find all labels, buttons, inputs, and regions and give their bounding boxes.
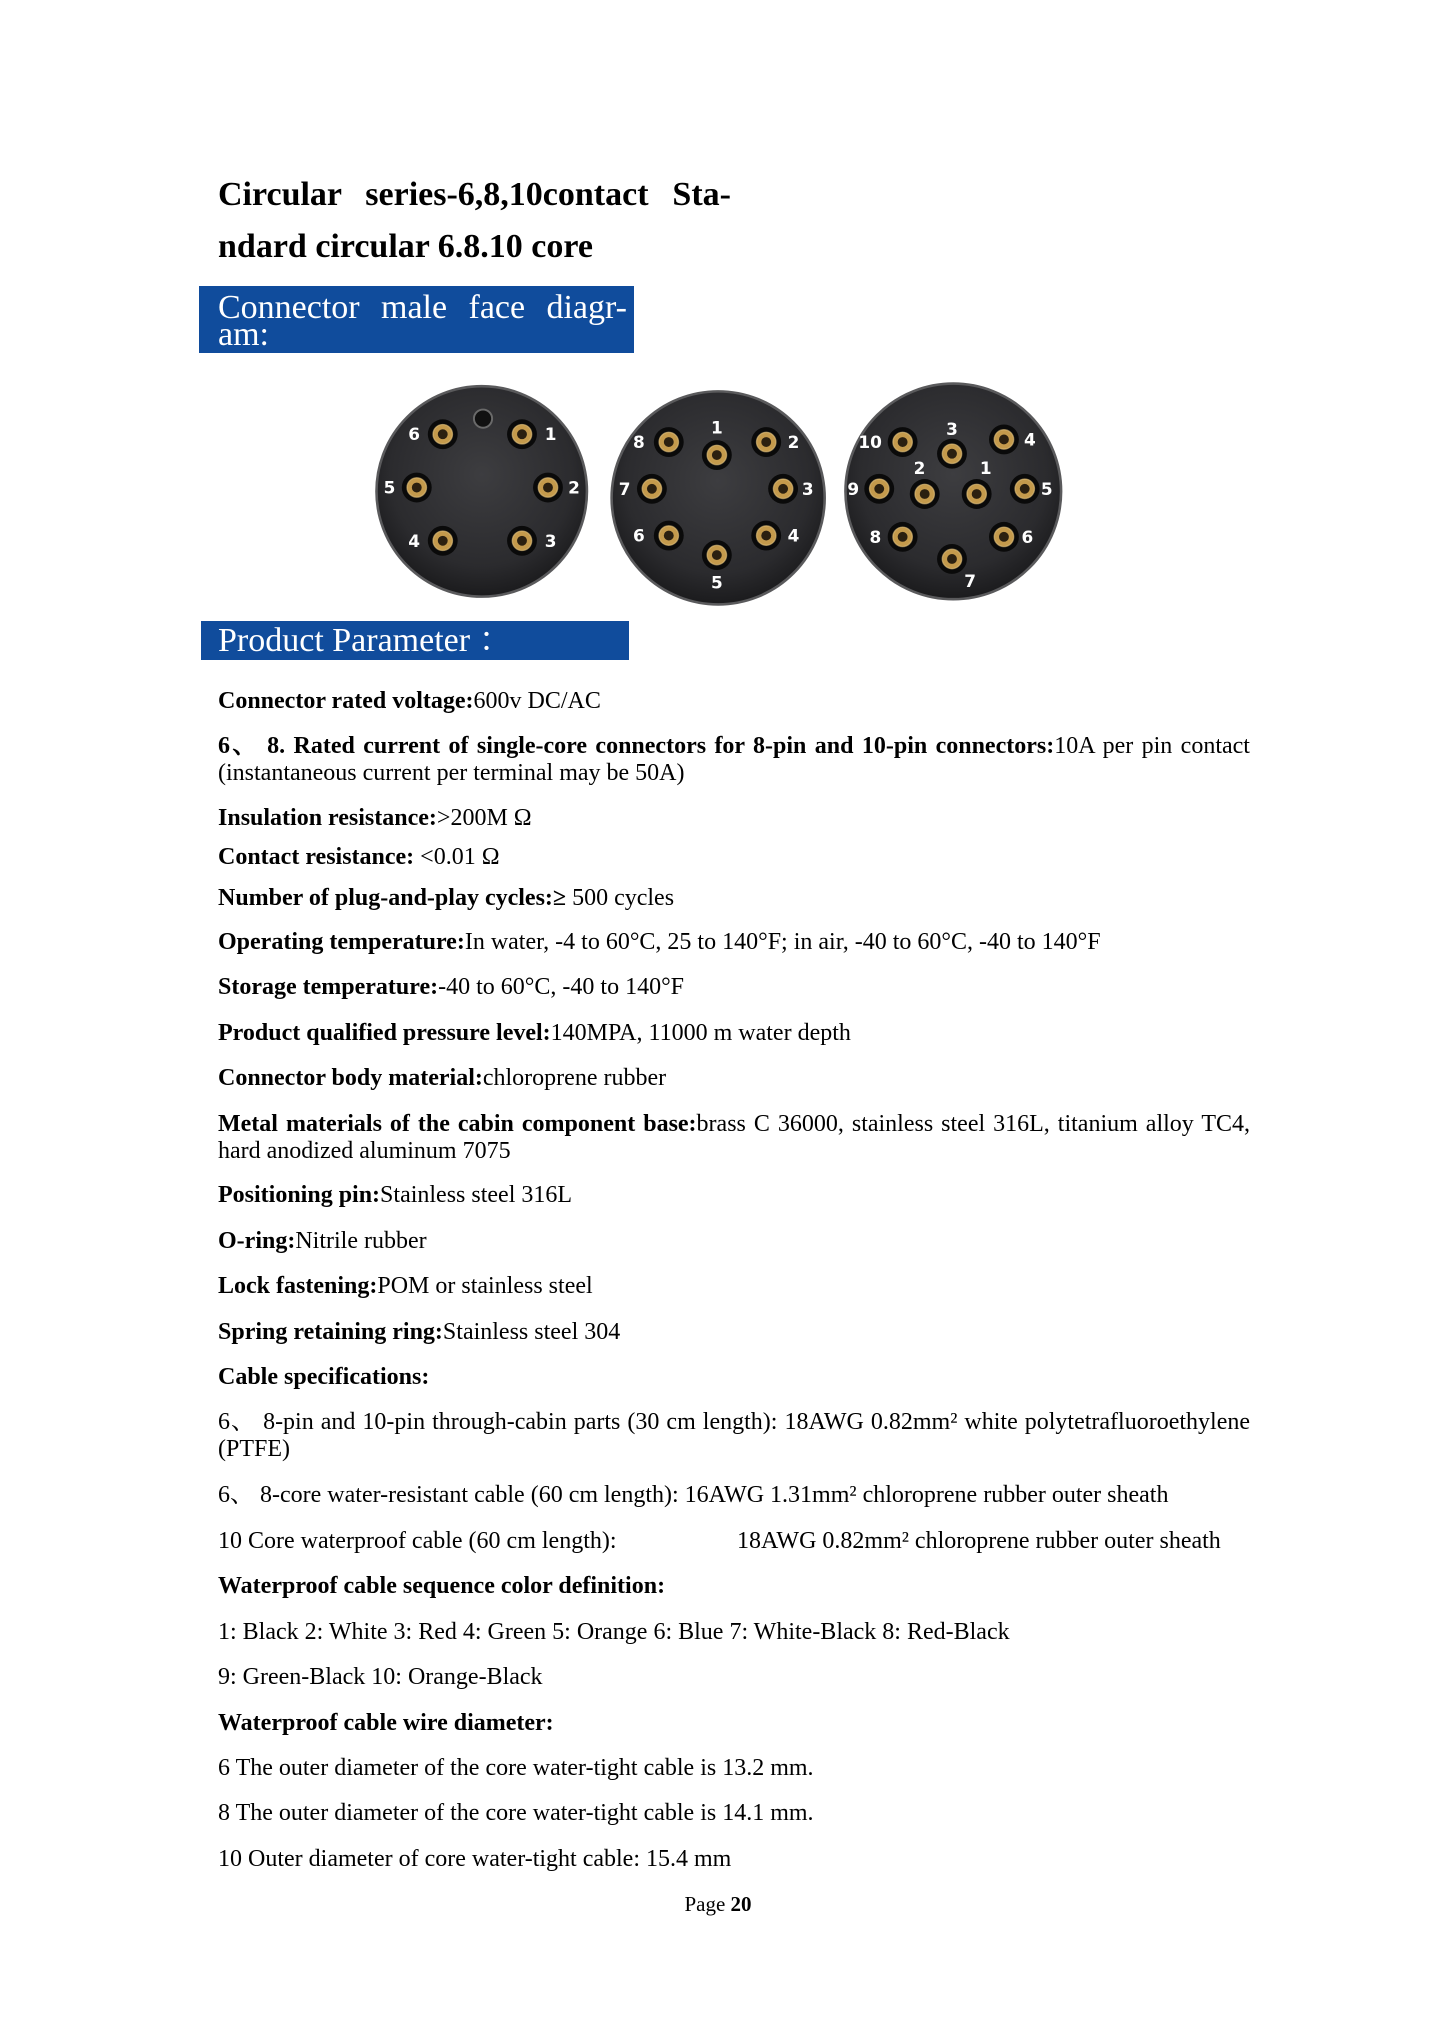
param-label: Connector body material: xyxy=(218,1065,483,1091)
pin-socket xyxy=(428,419,458,449)
pin-socket xyxy=(768,474,798,504)
param-positioning-pin xyxy=(218,1182,1250,1209)
param-contact-resistance xyxy=(218,844,1250,871)
param-value: -40 to 60°C, -40 to 140°F xyxy=(438,974,685,1000)
pin-number-label: 7 xyxy=(618,478,631,499)
keying-hole xyxy=(474,410,492,428)
param-value: 8 The outer diameter of the core water-tight cable is 14.1 mm. xyxy=(218,1800,814,1826)
wire-diameter-heading xyxy=(218,1710,1250,1737)
param-insulation-resistance xyxy=(218,805,1250,832)
pin-socket xyxy=(507,419,537,449)
param-label: Metal materials of the cabin component base: xyxy=(218,1111,697,1137)
pin-number-label: 4 xyxy=(408,530,421,551)
connector-8-contact-face xyxy=(612,391,825,604)
pin-number-label: 5 xyxy=(710,572,723,593)
pin-number-label: 2 xyxy=(568,477,580,498)
param-label: Cable specifications: xyxy=(218,1364,430,1390)
param-storage-temperature xyxy=(218,974,1250,1001)
pin-number-label: 1 xyxy=(710,417,723,438)
param-value: 600v DC/AC xyxy=(473,688,601,714)
param-label: Waterproof cable wire diameter: xyxy=(218,1710,554,1736)
pin-socket xyxy=(702,440,732,470)
pin-number-label: 1 xyxy=(979,458,992,479)
param-label: Product qualified pressure level: xyxy=(218,1020,551,1046)
pin-socket xyxy=(751,427,781,457)
param-label: Lock fastening: xyxy=(218,1273,378,1299)
wire-diameter-8-core xyxy=(218,1800,1250,1827)
pin-socket xyxy=(402,473,432,503)
pin-socket xyxy=(428,526,458,556)
param-rated-voltage xyxy=(218,688,1250,715)
param-value: POM or stainless steel xyxy=(377,1273,593,1299)
param-value: Nitrile rubber xyxy=(295,1228,427,1254)
pin-socket xyxy=(654,521,684,551)
diagram-heading-line-2: am: xyxy=(218,316,269,353)
page-footer xyxy=(618,1892,818,1916)
pin-number-label: 4 xyxy=(787,525,800,546)
pin-socket xyxy=(1010,474,1040,504)
pin-socket xyxy=(864,474,894,504)
param-value: <0.01 Ω xyxy=(420,844,500,870)
page-title-line-2: ndard circular 6.8.10 core xyxy=(218,228,593,265)
param-o-ring xyxy=(218,1228,1250,1255)
param-label: Insulation resistance: xyxy=(218,805,437,831)
param-value: In water, -4 to 60°C, 25 to 140°F; in air, -40 to 60°C, -40 to 140°F xyxy=(464,929,1101,955)
pin-socket xyxy=(888,427,918,457)
param-plug-cycles xyxy=(218,885,1250,912)
param-value: Stainless steel 304 xyxy=(442,1319,621,1345)
param-value: 6、 8-pin and 10-pin through-cabin parts (30 cm length): 18AWG 0.82mm² white polytetrafluoroethylene (PTFE) xyxy=(218,1409,1250,1462)
pin-number-label: 2 xyxy=(913,458,926,479)
pin-number-label: 6 xyxy=(633,525,645,546)
param-label: Spring retaining ring: xyxy=(218,1319,443,1345)
pin-socket xyxy=(962,479,992,509)
param-pressure-level xyxy=(218,1020,1250,1047)
pin-number-label: 7 xyxy=(964,571,977,592)
cable-spec-through-cabin xyxy=(218,1409,1250,1463)
param-value: Stainless steel 316L xyxy=(380,1182,573,1208)
pin-number-label: 6 xyxy=(1021,526,1034,547)
pin-socket xyxy=(702,540,732,570)
pin-socket xyxy=(751,521,781,551)
param-operating-temperature xyxy=(218,929,1250,956)
pin-socket xyxy=(533,473,563,503)
param-label: Contact resistance: xyxy=(218,844,421,870)
color-definition-line-1 xyxy=(218,1619,1250,1646)
pin-socket xyxy=(989,425,1019,455)
wire-diameter-6-core xyxy=(218,1755,1250,1782)
cable-spec-10-core xyxy=(218,1528,1250,1555)
pin-socket xyxy=(507,526,537,556)
param-value: >200M Ω xyxy=(436,805,532,831)
param-value: 6 The outer diameter of the core water-tight cable is 13.2 mm. xyxy=(218,1755,814,1781)
pin-socket xyxy=(937,544,967,574)
product-parameter-heading: Product Parameter ： xyxy=(201,621,629,660)
param-metal-materials xyxy=(218,1111,1250,1165)
pin-number-label: 6 xyxy=(408,424,421,445)
connector-male-face-figure xyxy=(370,377,1065,611)
param-label: Positioning pin: xyxy=(218,1182,381,1208)
param-value: 10 Outer diameter of core water-tight cable: 15.4 mm xyxy=(218,1846,732,1872)
wire-diameter-10-core xyxy=(218,1846,1250,1873)
pin-socket xyxy=(654,427,684,457)
param-value: 6、 8-core water-resistant cable (60 cm length): 16AWG 1.31mm² chloroprene rubber outer sheath xyxy=(218,1482,1169,1508)
param-label: Waterproof cable sequence color definition: xyxy=(218,1573,666,1599)
param-value: 1: Black 2: White 3: Red 4: Green 5: Orange 6: Blue 7: White-Black 8: Red-Black xyxy=(218,1619,1010,1645)
param-value: 9: Green-Black 10: Orange-Black xyxy=(218,1664,543,1690)
param-label: Number of plug-and-play cycles:≥ xyxy=(218,885,567,911)
param-spring-retaining-ring xyxy=(218,1319,1250,1346)
param-label: Operating temperature: xyxy=(218,929,465,955)
color-definition-line-2 xyxy=(218,1664,1250,1691)
page-label: Page xyxy=(684,1892,726,1916)
param-lock-fastening xyxy=(218,1273,1250,1300)
pin-number-label: 8 xyxy=(869,526,882,547)
color-definition-heading xyxy=(218,1573,1250,1600)
pin-number-label: 5 xyxy=(383,477,396,498)
pin-socket xyxy=(637,474,667,504)
param-value-secondary: 18AWG 0.82mm² chloroprene rubber outer sheath xyxy=(737,1528,1221,1554)
param-value: 10 Core waterproof cable (60 cm length): xyxy=(218,1528,617,1554)
param-label: Storage temperature: xyxy=(218,974,439,1000)
pin-number-label: 8 xyxy=(633,432,645,453)
connector-10-contact-face xyxy=(845,384,1061,600)
param-value: 500 cycles xyxy=(566,885,675,911)
param-rated-current xyxy=(218,733,1250,787)
diagram-heading-line-1: Connector male face diagr- xyxy=(218,289,627,326)
pin-number-label: 9 xyxy=(847,478,860,499)
param-value: 10A per pin contact (instantaneous current per terminal may be 50A) xyxy=(218,733,1250,786)
pin-number-label: 5 xyxy=(1040,478,1053,499)
pin-number-label: 1 xyxy=(544,424,557,445)
pin-number-label: 2 xyxy=(787,432,800,453)
param-value: 140MPA, 11000 m water depth xyxy=(550,1020,851,1046)
pin-number-label: 4 xyxy=(1024,429,1036,450)
param-label: 6、 8. Rated current of single-core connectors for 8-pin and 10-pin connectors: xyxy=(218,733,1055,759)
page-number: 20 xyxy=(730,1892,752,1916)
pin-socket xyxy=(888,522,918,552)
page-title-line-1: Circular series-6,8,10contact Sta- xyxy=(218,176,731,213)
pin-number-label: 3 xyxy=(801,478,814,499)
pin-socket xyxy=(937,439,967,469)
param-value: brass C 36000, stainless steel 316L, titanium alloy TC4, hard anodized aluminum 7075 xyxy=(218,1111,1250,1164)
pin-socket xyxy=(989,522,1019,552)
param-label: O-ring: xyxy=(218,1228,296,1254)
pin-socket xyxy=(910,479,940,509)
param-body-material xyxy=(218,1065,1250,1092)
pin-number-label: 10 xyxy=(858,432,882,453)
param-label: Connector rated voltage: xyxy=(218,688,474,714)
cable-specifications-heading xyxy=(218,1364,1250,1391)
pin-number-label: 3 xyxy=(544,530,557,551)
param-value: chloroprene rubber xyxy=(482,1065,667,1091)
cable-spec-water-resistant xyxy=(218,1482,1250,1509)
pin-number-label: 3 xyxy=(946,419,958,440)
diagram-section-heading xyxy=(199,286,634,353)
connector-6-contact-face xyxy=(376,386,586,596)
